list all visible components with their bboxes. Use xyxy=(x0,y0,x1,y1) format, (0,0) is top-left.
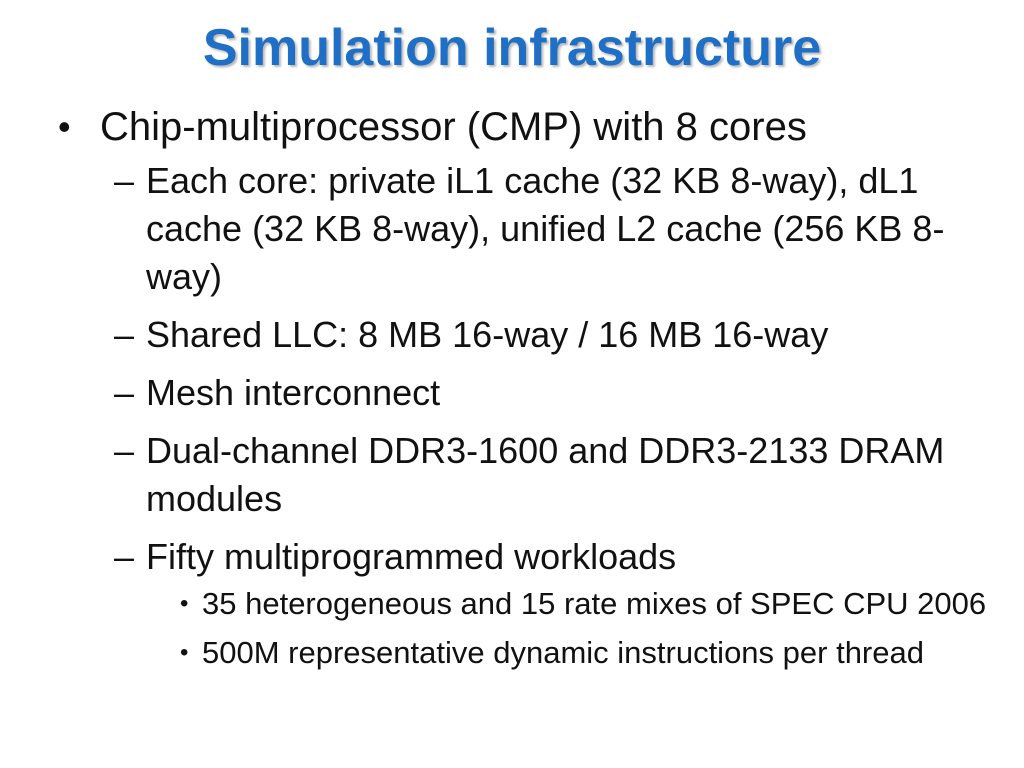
sub-bullet-shared-llc xyxy=(114,311,1008,359)
sub-bullet-list xyxy=(114,157,1008,673)
sub-bullet-interconnect xyxy=(114,369,1008,417)
dash-icon: – xyxy=(114,160,135,201)
main-bullet xyxy=(58,103,1008,151)
workload-bullet-instructions xyxy=(178,632,1008,673)
bullet-icon: • xyxy=(180,639,189,666)
workload-bullet-mixes xyxy=(178,583,1008,624)
sub-bullet-text: Mesh interconnect xyxy=(146,372,441,413)
workload-bullet-list xyxy=(178,583,1008,673)
sub-bullet-text: Fifty multiprogrammed workloads xyxy=(146,536,677,577)
sub-bullet-workloads xyxy=(114,533,1008,673)
sub-bullet-dram xyxy=(114,427,1008,523)
dash-icon: – xyxy=(114,372,135,413)
slide-content xyxy=(58,103,1008,683)
sub-bullet-text: Each core: private iL1 cache (32 KB 8-way), dL1 cache (32 KB 8-way), unified L2 cache (256 KB 8-way) xyxy=(146,160,945,297)
bullet-icon: • xyxy=(180,590,189,617)
bullet-icon: • xyxy=(58,106,71,147)
dash-icon: – xyxy=(114,430,135,471)
workload-bullet-text: 500M representative dynamic instructions per thread xyxy=(202,635,924,670)
sub-bullet-text: Dual-channel DDR3-1600 and DDR3-2133 DRAM modules xyxy=(146,430,945,519)
sub-bullet-text: Shared LLC: 8 MB 16-way / 16 MB 16-way xyxy=(146,314,829,355)
workload-bullet-text: 35 heterogeneous and 15 rate mixes of SPEC CPU 2006 xyxy=(202,586,987,621)
slide-title: Simulation infrastructure xyxy=(202,19,822,77)
sub-bullet-core-caches xyxy=(114,157,1008,301)
main-bullet-text: Chip-multiprocessor (CMP) with 8 cores xyxy=(100,105,807,149)
dash-icon: – xyxy=(114,314,135,355)
dash-icon: – xyxy=(114,536,135,577)
